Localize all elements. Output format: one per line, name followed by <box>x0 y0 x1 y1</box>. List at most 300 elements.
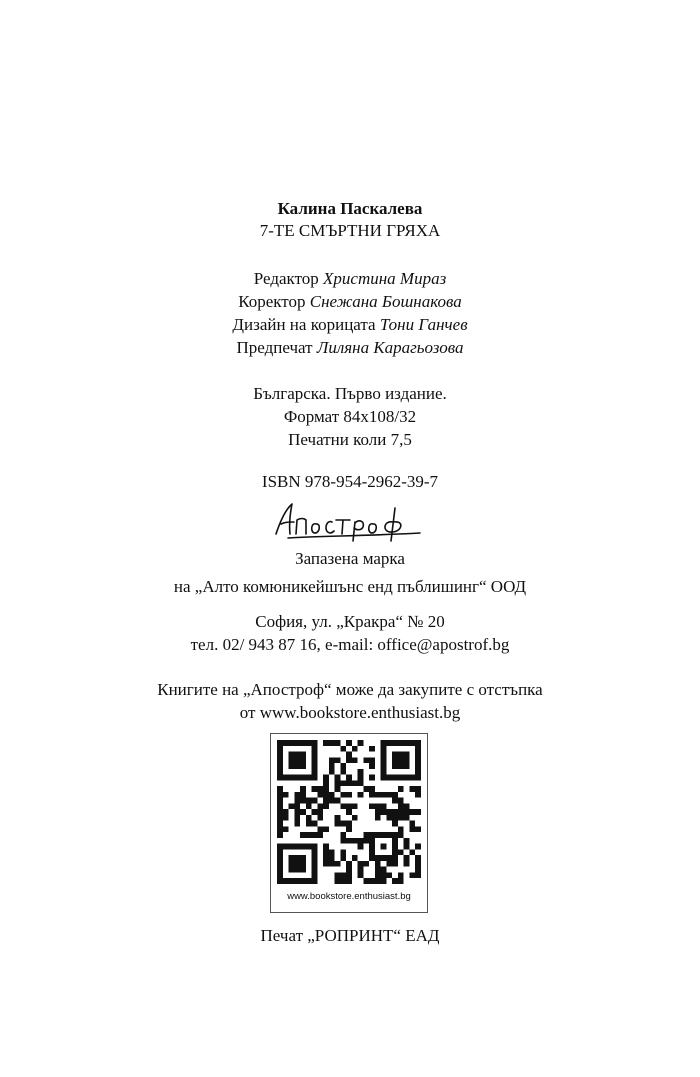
qr-module <box>300 792 306 798</box>
qr-module <box>369 763 375 769</box>
qr-module <box>329 763 335 769</box>
qr-module <box>346 775 352 781</box>
qr-module <box>283 775 289 781</box>
qr-module <box>398 832 404 838</box>
qr-module <box>317 809 323 815</box>
qr-module <box>312 809 318 815</box>
qr-module <box>289 740 295 746</box>
qr-module <box>329 861 335 867</box>
qr-module <box>300 861 306 867</box>
qr-module <box>392 798 398 804</box>
qr-module <box>323 803 329 809</box>
qr-module <box>277 786 283 792</box>
printer-info: Печат „РОПРИНТ“ ЕАД <box>260 926 440 945</box>
qr-module <box>340 780 346 786</box>
qr-module <box>392 832 398 838</box>
qr-module <box>300 867 306 873</box>
qr-module <box>277 798 283 804</box>
qr-module <box>317 803 323 809</box>
book-title: 7-ТЕ СМЪРТНИ ГРЯХА <box>259 221 441 240</box>
qr-module <box>392 752 398 758</box>
qr-module <box>294 792 300 798</box>
qr-module <box>277 872 283 878</box>
qr-module <box>283 809 289 815</box>
qr-module <box>289 861 295 867</box>
qr-module <box>398 757 404 763</box>
qr-module <box>283 740 289 746</box>
qr-module <box>409 821 415 827</box>
credit-cover-design <box>0 314 700 336</box>
qr-module <box>277 855 283 861</box>
qr-module <box>277 792 283 798</box>
qr-module <box>346 757 352 763</box>
qr-module <box>300 809 306 815</box>
qr-module <box>317 792 323 798</box>
qr-module <box>323 844 329 850</box>
qr-module <box>277 861 283 867</box>
qr-module <box>381 867 387 873</box>
qr-module <box>398 872 404 878</box>
qr-module <box>369 803 375 809</box>
qr-module <box>294 867 300 873</box>
qr-module <box>306 815 312 821</box>
publisher-contact: тел. 02/ 943 87 16, e-mail: office@apostrof.bg <box>190 635 510 654</box>
qr-module <box>346 809 352 815</box>
qr-module <box>358 838 364 844</box>
qr-module <box>358 775 364 781</box>
qr-module <box>277 849 283 855</box>
qr-module <box>358 867 364 873</box>
qr-module <box>346 867 352 873</box>
store-url: от www.bookstore.enthusiast.bg <box>239 703 461 722</box>
qr-module <box>381 775 387 781</box>
qr-module <box>358 872 364 878</box>
qr-module <box>404 763 410 769</box>
qr-module <box>375 803 381 809</box>
qr-module <box>277 763 283 769</box>
qr-module <box>369 775 375 781</box>
qr-module <box>352 855 358 861</box>
qr-module <box>277 740 283 746</box>
qr-module <box>409 872 415 878</box>
qr-code-icon <box>277 740 421 884</box>
qr-module <box>381 763 387 769</box>
credit-person: Лиляна Карагьозова <box>316 338 464 357</box>
qr-module <box>415 861 421 867</box>
qr-module <box>392 844 398 850</box>
qr-module <box>312 844 318 850</box>
qr-module <box>289 752 295 758</box>
qr-module <box>358 769 364 775</box>
qr-module <box>352 780 358 786</box>
edition-info: Българска. Първо издание. <box>253 384 447 403</box>
format-info: Формат 84х108/32 <box>283 407 417 426</box>
qr-module <box>289 803 295 809</box>
qr-module <box>398 775 404 781</box>
qr-module <box>404 809 410 815</box>
qr-module <box>289 757 295 763</box>
qr-module <box>323 798 329 804</box>
qr-module <box>352 746 358 752</box>
qr-module <box>300 832 306 838</box>
qr-module <box>300 763 306 769</box>
qr-module <box>312 786 318 792</box>
qr-module <box>392 775 398 781</box>
qr-module <box>329 798 335 804</box>
qr-module <box>404 803 410 809</box>
qr-module <box>277 746 283 752</box>
qr-module <box>352 815 358 821</box>
credit-person: Снежана Бошнакова <box>309 292 462 311</box>
qr-module <box>283 792 289 798</box>
qr-module <box>312 849 318 855</box>
qr-module <box>346 792 352 798</box>
qr-module <box>289 775 295 781</box>
qr-module <box>335 815 341 821</box>
qr-module <box>277 844 283 850</box>
qr-module <box>409 775 415 781</box>
qr-module <box>381 740 387 746</box>
qr-module <box>409 786 415 792</box>
qr-module <box>289 844 295 850</box>
qr-module <box>398 878 404 884</box>
qr-module <box>312 746 318 752</box>
qr-module <box>352 803 358 809</box>
qr-module <box>335 757 341 763</box>
qr-module <box>323 855 329 861</box>
qr-module <box>369 832 375 838</box>
store-notice: Книгите на „Апостроф“ може да закупите с отстъпка <box>157 680 543 699</box>
qr-module <box>306 878 312 884</box>
qr-module <box>415 786 421 792</box>
qr-module <box>283 844 289 850</box>
qr-module <box>317 826 323 832</box>
qr-module <box>386 832 392 838</box>
qr-module <box>363 757 369 763</box>
qr-module <box>386 872 392 878</box>
qr-module <box>329 769 335 775</box>
qr-module <box>277 832 283 838</box>
qr-module <box>375 878 381 884</box>
qr-module <box>312 878 318 884</box>
qr-module <box>289 867 295 873</box>
credit-editor <box>0 268 700 290</box>
qr-module <box>409 809 415 815</box>
qr-module <box>415 775 421 781</box>
qr-module <box>312 867 318 873</box>
qr-module <box>386 861 392 867</box>
qr-module <box>381 746 387 752</box>
qr-module <box>398 849 404 855</box>
qr-module <box>306 798 312 804</box>
qr-module <box>312 821 318 827</box>
qr-module <box>415 746 421 752</box>
qr-module <box>300 786 306 792</box>
qr-module <box>340 792 346 798</box>
qr-module <box>409 849 415 855</box>
qr-module <box>277 821 283 827</box>
trademark-owner: на „Алто комюникейшънс енд пъблишинг“ ООД <box>173 577 527 596</box>
qr-module <box>346 740 352 746</box>
qr-module <box>340 878 346 884</box>
qr-module <box>398 786 404 792</box>
qr-module <box>398 826 404 832</box>
qr-module <box>294 798 300 804</box>
qr-module <box>340 821 346 827</box>
qr-module <box>312 872 318 878</box>
qr-module <box>340 763 346 769</box>
qr-module <box>289 855 295 861</box>
qr-module <box>415 792 421 798</box>
qr-module <box>415 844 421 850</box>
qr-module <box>363 832 369 838</box>
qr-module <box>358 861 364 867</box>
qr-module <box>329 855 335 861</box>
qr-module <box>277 815 283 821</box>
qr-module <box>369 855 375 861</box>
qr-module <box>323 775 329 781</box>
qr-module <box>358 780 364 786</box>
qr-code-box <box>270 733 428 913</box>
credit-role: Предпечат <box>236 338 313 357</box>
qr-module <box>340 855 346 861</box>
qr-module <box>381 855 387 861</box>
qr-module <box>398 798 404 804</box>
qr-module <box>386 775 392 781</box>
qr-module <box>294 757 300 763</box>
qr-module <box>381 809 387 815</box>
qr-module <box>375 832 381 838</box>
qr-module <box>335 775 341 781</box>
qr-module <box>306 775 312 781</box>
credit-role: Дизайн на корицата <box>232 315 376 334</box>
qr-module <box>386 855 392 861</box>
qr-module <box>352 838 358 844</box>
credit-role: Редактор <box>253 269 319 288</box>
qr-module <box>335 861 341 867</box>
qr-module <box>415 826 421 832</box>
qr-module <box>323 740 329 746</box>
qr-module <box>415 757 421 763</box>
qr-module <box>306 821 312 827</box>
qr-module <box>404 815 410 821</box>
qr-module <box>300 798 306 804</box>
qr-module <box>386 792 392 798</box>
qr-module <box>300 855 306 861</box>
qr-module <box>294 821 300 827</box>
qr-module <box>335 780 341 786</box>
qr-module <box>369 844 375 850</box>
qr-module <box>415 867 421 873</box>
qr-module <box>277 752 283 758</box>
qr-module <box>392 821 398 827</box>
qr-module <box>317 832 323 838</box>
trademark-line: Запазена марка <box>295 549 405 568</box>
qr-module <box>340 838 346 844</box>
qr-module <box>340 746 346 752</box>
qr-module <box>335 821 341 827</box>
qr-module <box>375 867 381 873</box>
qr-module <box>306 844 312 850</box>
qr-module <box>415 809 421 815</box>
credit-person: Тони Ганчев <box>379 315 468 334</box>
qr-module <box>294 740 300 746</box>
qr-module <box>346 861 352 867</box>
qr-module <box>398 752 404 758</box>
qr-module <box>358 740 364 746</box>
qr-module <box>312 757 318 763</box>
qr-module <box>392 815 398 821</box>
qr-module <box>392 740 398 746</box>
qr-module <box>346 826 352 832</box>
print-sheets-info: Печатни коли 7,5 <box>288 430 412 449</box>
qr-module <box>283 878 289 884</box>
qr-module <box>340 803 346 809</box>
qr-module <box>404 757 410 763</box>
qr-module <box>392 855 398 861</box>
qr-module <box>409 826 415 832</box>
qr-module <box>294 809 300 815</box>
qr-module <box>358 844 364 850</box>
qr-module <box>392 861 398 867</box>
qr-module <box>277 769 283 775</box>
credit-proofreader <box>0 291 700 313</box>
qr-module <box>352 757 358 763</box>
qr-module <box>300 878 306 884</box>
qr-module <box>398 740 404 746</box>
qr-module <box>329 740 335 746</box>
qr-module <box>294 815 300 821</box>
qr-module <box>294 763 300 769</box>
qr-module <box>375 815 381 821</box>
qr-module <box>398 763 404 769</box>
qr-module <box>312 798 318 804</box>
qr-module <box>340 872 346 878</box>
qr-module <box>369 757 375 763</box>
qr-module <box>404 740 410 746</box>
qr-module <box>312 752 318 758</box>
qr-module <box>323 792 329 798</box>
qr-module <box>381 803 387 809</box>
qr-module <box>375 872 381 878</box>
qr-module <box>283 815 289 821</box>
qr-module <box>317 786 323 792</box>
qr-module <box>300 775 306 781</box>
qr-module <box>335 872 341 878</box>
qr-module <box>312 740 318 746</box>
qr-module <box>329 849 335 855</box>
qr-module <box>392 849 398 855</box>
qr-module <box>404 844 410 850</box>
qr-module <box>300 844 306 850</box>
qr-module <box>375 792 381 798</box>
qr-module <box>335 786 341 792</box>
qr-module <box>381 832 387 838</box>
qr-module <box>323 826 329 832</box>
qr-module <box>398 803 404 809</box>
qr-module <box>415 752 421 758</box>
qr-module <box>381 872 387 878</box>
qr-module <box>381 792 387 798</box>
qr-module <box>358 792 364 798</box>
qr-module <box>329 757 335 763</box>
qr-module <box>300 752 306 758</box>
qr-module <box>312 832 318 838</box>
qr-module <box>381 878 387 884</box>
qr-module <box>369 746 375 752</box>
qr-module <box>346 838 352 844</box>
qr-module <box>306 740 312 746</box>
qr-module <box>306 803 312 809</box>
qr-module <box>294 752 300 758</box>
qr-caption: www.bookstore.enthusiast.bg <box>287 891 411 902</box>
qr-module <box>323 780 329 786</box>
qr-module <box>369 792 375 798</box>
qr-module <box>346 752 352 758</box>
qr-module <box>294 861 300 867</box>
qr-module <box>312 855 318 861</box>
author-name: Калина Паскалева <box>277 199 423 218</box>
qr-module <box>312 769 318 775</box>
qr-module <box>363 861 369 867</box>
qr-module <box>346 780 352 786</box>
qr-module <box>404 775 410 781</box>
qr-module <box>369 838 375 844</box>
qr-module <box>404 861 410 867</box>
qr-module <box>294 775 300 781</box>
publisher-address: София, ул. „Кракра“ № 20 <box>255 612 445 631</box>
qr-module <box>392 838 398 844</box>
qr-module <box>398 809 404 815</box>
qr-module <box>277 878 283 884</box>
qr-module <box>392 763 398 769</box>
qr-module <box>312 775 318 781</box>
qr-module <box>404 838 410 844</box>
qr-module <box>294 803 300 809</box>
qr-module <box>306 832 312 838</box>
qr-module <box>415 769 421 775</box>
qr-module <box>398 815 404 821</box>
qr-module <box>386 740 392 746</box>
qr-module <box>369 878 375 884</box>
qr-module <box>335 740 341 746</box>
qr-module <box>294 844 300 850</box>
qr-module <box>346 803 352 809</box>
credit-prepress <box>0 337 700 359</box>
qr-module <box>277 809 283 815</box>
qr-module <box>369 849 375 855</box>
qr-module <box>300 740 306 746</box>
qr-module <box>392 792 398 798</box>
qr-module <box>375 855 381 861</box>
qr-module <box>363 838 369 844</box>
qr-module <box>312 861 318 867</box>
qr-module <box>277 826 283 832</box>
qr-module <box>335 878 341 884</box>
qr-module <box>381 757 387 763</box>
qr-module <box>381 844 387 850</box>
qr-module <box>392 757 398 763</box>
qr-module <box>277 867 283 873</box>
qr-module <box>277 803 283 809</box>
qr-module <box>415 763 421 769</box>
qr-module <box>300 757 306 763</box>
qr-module <box>323 849 329 855</box>
isbn: ISBN 978-954-2962-39-7 <box>261 472 439 491</box>
qr-module <box>415 855 421 861</box>
qr-module <box>294 878 300 884</box>
qr-module <box>340 832 346 838</box>
